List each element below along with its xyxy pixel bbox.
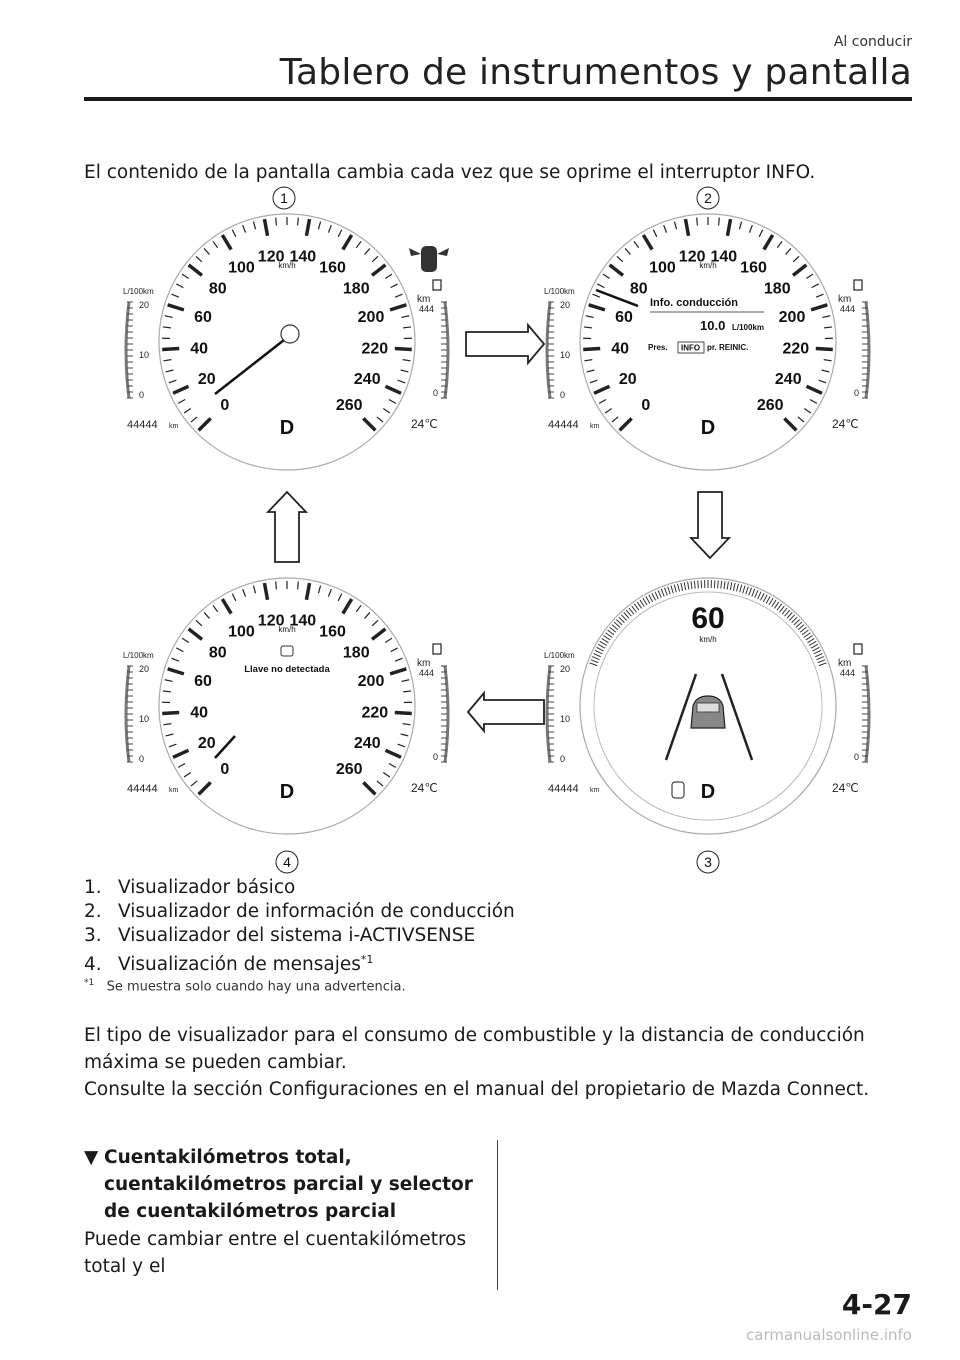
gear-indicator: D [700, 417, 716, 439]
column-divider [497, 1140, 498, 1290]
speed-label: 240 [353, 735, 381, 753]
odometer-value: 44444 [548, 783, 579, 795]
range-unit: km [417, 658, 431, 669]
info-suffix: pr. REINIC. [707, 343, 749, 352]
info-button-label: INFO [681, 343, 701, 353]
callout-number: 2 [704, 190, 712, 206]
speed-label: 260 [335, 761, 363, 779]
speed-label: 120 [678, 248, 706, 266]
speed-label: 220 [361, 704, 389, 722]
info-title: Info. conducción [650, 297, 738, 309]
fuel-scale-label: 20 [139, 300, 150, 310]
minor-tick [718, 580, 719, 588]
speed-label: 240 [353, 371, 381, 389]
speed-label: 160 [740, 259, 767, 277]
speed-label: 80 [208, 280, 227, 298]
gear-indicator: D [279, 417, 295, 439]
paragraph-line: Consulte la sección Configuraciones en el manual del propietario de Mazda Connect. [84, 1079, 870, 1100]
footnote-mark: *1 [84, 978, 95, 988]
speed-label: 260 [335, 397, 363, 415]
range-value: 444 [419, 304, 435, 314]
speed-label: 80 [208, 644, 227, 662]
odometer-value: 44444 [127, 783, 158, 795]
speed-label: 100 [228, 623, 255, 641]
major-tick [162, 349, 179, 350]
range-unit: km [838, 294, 852, 305]
minor-tick [719, 218, 720, 226]
speed-label: 20 [618, 371, 637, 389]
arrow-right [466, 325, 544, 363]
speed-label: 180 [342, 644, 370, 662]
minor-tick [698, 580, 699, 588]
fuel-scale-label: 0 [139, 390, 145, 400]
speed-unit-label: km/h [278, 261, 296, 270]
odometer-unit: km [590, 787, 600, 794]
speed-label: 260 [756, 397, 784, 415]
odometer-value: 44444 [127, 419, 158, 431]
speed-label: 60 [194, 308, 212, 326]
fuel-pump-icon [433, 280, 441, 290]
watermark: carmanualsonline.info [746, 1326, 912, 1344]
speed-label: 240 [774, 371, 802, 389]
speed-label: 200 [357, 672, 385, 690]
sub-paragraph: Puede cambiar entre el cuentakilómetros total y el [84, 1229, 467, 1277]
outside-temperature: 24℃ [832, 781, 859, 795]
triangle-marker-icon: ▼ [84, 1147, 99, 1168]
callout-number: 3 [704, 854, 712, 870]
page-title: Tablero de instrumentos y pantalla [279, 52, 912, 93]
body-paragraph [84, 1022, 924, 1103]
range-zero: 0 [854, 388, 860, 398]
speed-label: 200 [357, 308, 385, 326]
major-tick [395, 349, 412, 350]
fuel-pump-icon [854, 644, 862, 654]
page-number: 4-27 [841, 1288, 912, 1321]
speed-label: 120 [257, 248, 285, 266]
outside-temperature: 24℃ [411, 417, 438, 431]
fuel-pump-icon [433, 644, 441, 654]
speed-label: 220 [361, 340, 389, 358]
speed-label: 180 [763, 280, 791, 298]
arrow-down [691, 492, 729, 558]
speed-label: 80 [629, 280, 648, 298]
speed-label: 20 [197, 735, 216, 753]
info-value-unit: L/100km [732, 323, 765, 332]
major-tick [816, 349, 833, 350]
major-tick [395, 713, 412, 714]
odometer-value: 44444 [548, 419, 579, 431]
minor-tick [697, 218, 698, 226]
list-item: 3. Visualizador del sistema i-ACTIVSENSE [84, 925, 476, 946]
fuel-scale-label: 0 [560, 754, 566, 764]
info-prefix: Pres. [648, 343, 668, 352]
digital-speed: 60 [691, 602, 725, 635]
range-value: 444 [419, 668, 435, 678]
driving-info-display-gauge [544, 214, 869, 470]
odometer-unit: km [169, 787, 179, 794]
speed-label: 140 [710, 248, 738, 266]
major-tick [162, 713, 179, 714]
list-item: 2. Visualizador de información de conducción [84, 901, 515, 922]
minor-tick [298, 582, 299, 590]
fuel-scale-label: 20 [139, 664, 150, 674]
speed-label: 140 [289, 612, 317, 630]
speed-label: 120 [257, 612, 285, 630]
speed-label: 40 [190, 704, 209, 722]
outside-temperature: 24℃ [832, 417, 859, 431]
instrument-cluster-diagram [84, 186, 914, 886]
speed-label: 40 [611, 340, 630, 358]
speed-unit-label: km/h [699, 261, 717, 270]
digital-speed-unit: km/h [699, 635, 717, 644]
speed-label: 140 [289, 248, 317, 266]
vehicle-icon [691, 696, 725, 728]
fuel-pump-icon [854, 280, 862, 290]
message-display-gauge [123, 578, 448, 834]
list-item: 1. Visualizador básico [84, 877, 296, 898]
speed-label: 0 [220, 761, 230, 779]
fuel-scale-label: 0 [139, 754, 145, 764]
speed-label: 0 [641, 397, 651, 415]
speed-label: 20 [197, 371, 216, 389]
fuel-unit: L/100km [544, 287, 575, 296]
fuel-scale-label: 10 [560, 714, 571, 724]
minor-tick [276, 218, 277, 226]
outside-temperature: 24℃ [411, 781, 438, 795]
range-unit: km [838, 658, 852, 669]
fuel-unit: L/100km [123, 287, 154, 296]
speed-label: 180 [342, 280, 370, 298]
arrow-left [468, 693, 544, 731]
fuel-unit: L/100km [544, 651, 575, 660]
speed-unit-label: km/h [278, 625, 296, 634]
info-value: 10.0 [700, 318, 726, 333]
display-list [84, 876, 515, 977]
fuel-scale-label: 20 [560, 300, 571, 310]
range-unit: km [417, 294, 431, 305]
speed-label: 60 [615, 308, 633, 326]
door-open-warning-icon [409, 246, 449, 272]
header-rule [84, 97, 912, 101]
footnote: $^{*1}$ Se muestra solo cuando hay una advertencia. [84, 978, 406, 995]
minor-tick [298, 218, 299, 226]
subheading: ▼ Cuentakilómetros total, cuentakilómetros parcial y selector de cuentakilómetros parcial [84, 1144, 484, 1225]
fuel-scale-label: 0 [560, 390, 566, 400]
minor-tick [276, 582, 277, 590]
section-label: Al conducir [833, 34, 912, 50]
speed-label: 0 [220, 397, 230, 415]
speed-label: 60 [194, 672, 212, 690]
major-tick [583, 349, 600, 350]
speed-label: 160 [319, 623, 346, 641]
fuel-scale-label: 10 [139, 714, 150, 724]
speed-label: 220 [782, 340, 810, 358]
range-value: 444 [840, 304, 856, 314]
speed-label: 160 [319, 259, 346, 277]
callout-number: 1 [280, 190, 288, 206]
callout-number: 4 [283, 854, 291, 870]
iactivsense-display-gauge [544, 578, 869, 834]
range-zero: 0 [433, 388, 439, 398]
speed-label: 200 [778, 308, 806, 326]
basic-display-gauge [123, 214, 449, 470]
intro-text: El contenido de la pantalla cambia cada vez que se oprime el interruptor INFO. [84, 162, 816, 183]
message-text: Llave no detectada [244, 664, 330, 675]
speed-label: 40 [190, 340, 209, 358]
range-zero: 0 [854, 752, 860, 762]
odometer-unit: km [590, 423, 600, 430]
paragraph-line: El tipo de visualizador para el consumo de combustible y la distancia de conducción máxima se pueden cambiar. [84, 1025, 865, 1073]
speed-label: 100 [649, 259, 676, 277]
gear-indicator: D [700, 781, 716, 803]
odometer-unit: km [169, 423, 179, 430]
arrow-up [268, 492, 306, 562]
speed-label: 100 [228, 259, 255, 277]
fuel-scale-label: 10 [560, 350, 571, 360]
footnote-ref: *1 [360, 953, 374, 966]
list-item: 4. Visualización de mensajes$^{*1}$ [84, 953, 374, 976]
fuel-scale-label: 20 [560, 664, 571, 674]
fuel-unit: L/100km [123, 651, 154, 660]
range-zero: 0 [433, 752, 439, 762]
gear-indicator: D [279, 781, 295, 803]
range-value: 444 [840, 668, 856, 678]
fuel-scale-label: 10 [139, 350, 150, 360]
